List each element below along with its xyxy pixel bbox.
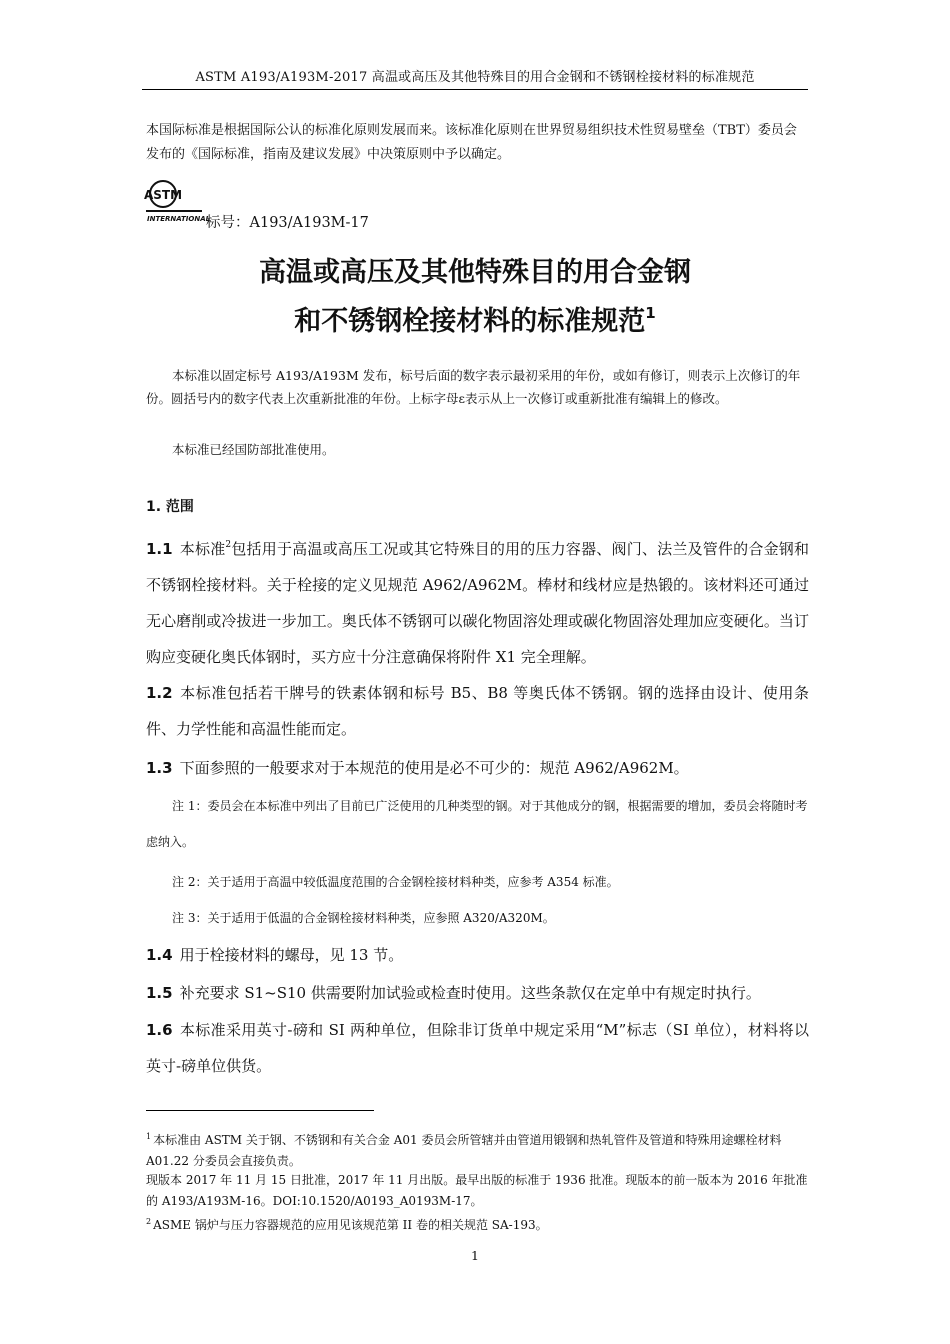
clause-number: 1.5 bbox=[146, 984, 173, 1002]
note-text: 注 2：关于适用于高温中较低温度范围的合金钢栓接材料种类，应参考 A354 标准。 bbox=[172, 875, 619, 889]
section-heading-scope: 1. 范围 bbox=[146, 499, 194, 515]
footnote-mark: 2 bbox=[146, 1217, 152, 1226]
intro-paragraph: 本国际标准是根据国际公认的标准化原则发展而来。该标准化原则在世界贸易组织技术性贸易壁垒（TBT）委员会发布的《国际标准，指南及建议发展》中决策原则中予以确定。 bbox=[146, 123, 797, 162]
clause-1-1 bbox=[146, 527, 809, 675]
note-1 bbox=[146, 788, 809, 860]
clause-number: 1.2 bbox=[146, 684, 173, 702]
title-line-2 bbox=[0, 299, 950, 338]
footnote-2 bbox=[146, 1211, 809, 1236]
clause-number: 1.6 bbox=[146, 1021, 173, 1039]
clause-text: 本标准 bbox=[179, 540, 226, 558]
svg-text:INTERNATIONAL: INTERNATIONAL bbox=[147, 215, 211, 223]
footnote-rule bbox=[146, 1110, 374, 1111]
dod-approval-notice: 本标准已经国防部批准使用。 bbox=[172, 442, 335, 457]
clause-1-5 bbox=[146, 975, 809, 1011]
clause-text: 包括用于高温或高压工况或其它特殊目的用的压力容器、阀门、法兰及管件的合金钢和不锈钢栓接材料。关于栓接的定义见规范 A962/A962M。棒材和线材应是热锻的。该材料还可通过无心磨削或冷拔进一步加工。奥氏体不锈钢可以碳化物固溶处理或碳化物固溶处理加应变硬化。当订购应变硬化奥氏体钢时，买方应十分注意确保将附件 X1 完全理解。 bbox=[146, 540, 809, 666]
note-text: 注 1：委员会在本标准中列出了目前已广泛使用的几种类型的钢。对于其他成分的钢，根据需要的增加，委员会将随时考虑纳入。 bbox=[146, 799, 808, 849]
footnote-mark: 1 bbox=[645, 304, 656, 322]
clause-1-6 bbox=[146, 1012, 809, 1084]
header-rule bbox=[142, 89, 808, 90]
page-number: 1 bbox=[471, 1248, 479, 1263]
clause-1-4 bbox=[146, 937, 809, 973]
clause-1-3 bbox=[146, 750, 809, 786]
footnote-text: 本标准由 ASTM 关于钢、不锈钢和有关合金 A01 委员会所管辖并由管道用锻钢和热轧管件及管道和特殊用途螺栓材料 A01.22 分委员会直接负责。 bbox=[146, 1133, 782, 1168]
title-line-1: 高温或高压及其他特殊目的用合金钢 bbox=[259, 257, 691, 288]
issuance-notice: 本标准以固定标号 A193/A193M 发布，标号后面的数字表示最初采用的年份，或如有修订，则表示上次修订的年份。圆括号内的数字代表上次重新批准的年份。上标字母ε表示从上一次修订或重新批准有编辑上的修改。 bbox=[146, 368, 801, 406]
clause-text: 本标准采用英寸-磅和 SI 两种单位，但除非订货单中规定采用“M”标志（SI 单位），材料将以英寸-磅单位供货。 bbox=[146, 1021, 809, 1075]
clause-text: 下面参照的一般要求对于本规范的使用是必不可少的：规范 A962/A962M。 bbox=[179, 759, 689, 777]
clause-number: 1.4 bbox=[146, 946, 173, 964]
footnote-1-edition: 现版本 2017 年 11 月 15 日批准，2017 年 11 月出版。最早出版的标准于 1936 批准。现版本的前一版本为 2016 年批准的 A193/A193M-16。DOI:10.1520/A0193_A0193M-17。 bbox=[146, 1173, 808, 1208]
note-3 bbox=[146, 900, 809, 936]
clause-1-2 bbox=[146, 675, 809, 747]
clause-number: 1.1 bbox=[146, 540, 173, 558]
clause-text: 补充要求 S1~S10 供需要附加试验或检查时使用。这些条款仅在定单中有规定时执行。 bbox=[179, 984, 761, 1002]
running-header: ASTM A193/A193M-2017 高温或高压及其他特殊目的用合金钢和不锈钢栓接材料的标准规范 bbox=[195, 70, 755, 85]
title-text: 和不锈钢栓接材料的标准规范 bbox=[294, 306, 646, 337]
footnote-1 bbox=[146, 1126, 809, 1172]
note-text: 注 3：关于适用于低温的合金钢栓接材料种类，应参照 A320/A320M。 bbox=[172, 911, 555, 925]
clause-text: 本标准包括若干牌号的铁素体钢和标号 B5、B8 等奥氏体不锈钢。钢的选择由设计、使用条件、力学性能和高温性能而定。 bbox=[146, 684, 809, 738]
footnote-mark: 2 bbox=[225, 540, 232, 550]
note-2 bbox=[146, 864, 809, 900]
footnote-mark: 1 bbox=[146, 1132, 152, 1141]
svg-text:ASTM: ASTM bbox=[143, 188, 183, 202]
designation: 标号：A193/A193M-17 bbox=[206, 215, 369, 231]
astm-international-logo-icon bbox=[143, 176, 211, 226]
clause-number: 1.3 bbox=[146, 759, 173, 777]
clause-text: 用于栓接材料的螺母，见 13 节。 bbox=[179, 946, 404, 964]
footnote-text: ASME 锅炉与压力容器规范的应用见该规范第 II 卷的相关规范 SA-193。 bbox=[153, 1218, 548, 1232]
